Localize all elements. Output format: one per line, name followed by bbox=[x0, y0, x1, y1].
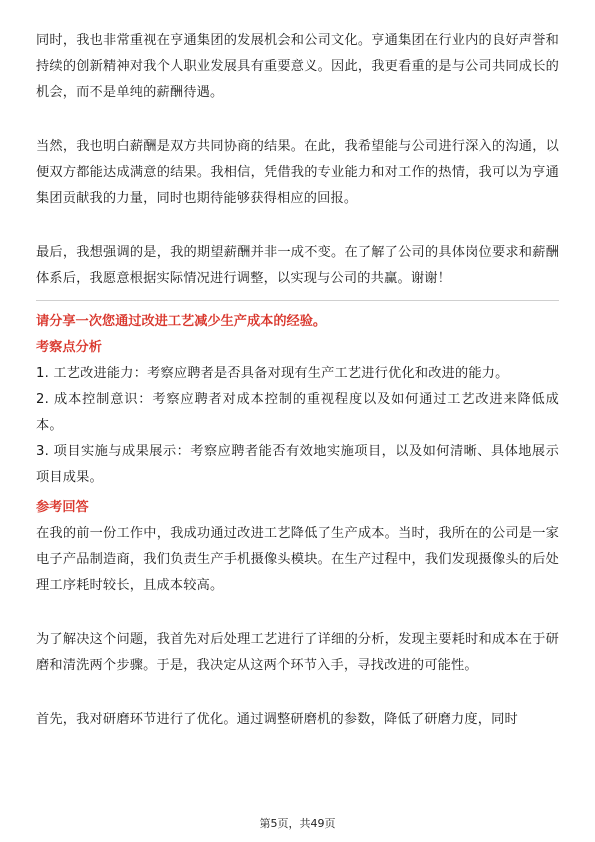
intro-paragraph: 同时，我也非常重视在亨通集团的发展机会和公司文化。亨通集团在行业内的良好声誉和持续的创新精神对我个人职业发展具有重要意义。因此，我更看重的是与公司共同成长的机会，而不是单纯的薪酬待遇。 bbox=[36, 33, 559, 100]
intro-paragraph: 当然，我也明白薪酬是双方共同协商的结果。在此，我希望能与公司进行深入的沟通，以便双方都能达成满意的结果。我相信，凭借我的专业能力和对工作的热情，我可以为亨通集团贡献我的力量，同时也期待能够获得相应的回报。 bbox=[36, 139, 559, 206]
answer-paragraph: 在我的前一份工作中，我成功通过改进工艺降低了生产成本。当时，我所在的公司是一家电子产品制造商，我们负责生产手机摄像头模块。在生产过程中，我们发现摄像头的后处理工序耗时较长，且成本较高。 bbox=[36, 526, 559, 593]
analysis-heading: 考察点分析 bbox=[36, 340, 102, 355]
answer-paragraph: 为了解决这个问题，我首先对后处理工艺进行了详细的分析，发现主要耗时和成本在于研磨和清洗两个步骤。于是，我决定从这两个环节入手，寻找改进的可能性。 bbox=[36, 632, 559, 673]
answer-paragraph: 首先，我对研磨环节进行了优化。通过调整研磨机的参数，降低了研磨力度，同时 bbox=[36, 712, 518, 727]
analysis-item: 2. 成本控制意识：考察应聘者对成本控制的重视程度以及如何通过工艺改进来降低成本。 bbox=[36, 392, 559, 433]
interview-question: 请分享一次您通过改进工艺减少生产成本的经验。 bbox=[36, 314, 327, 329]
document-page bbox=[36, 28, 559, 761]
analysis-item: 3. 项目实施与成果展示：考察应聘者能否有效地实施项目，以及如何清晰、具体地展示项目成果。 bbox=[36, 444, 559, 485]
page-number: 第5页，共49页 bbox=[259, 817, 336, 830]
intro-paragraph: 最后，我想强调的是，我的期望薪酬并非一成不变。在了解了公司的具体岗位要求和薪酬体系后，我愿意根据实际情况进行调整，以实现与公司的共赢。谢谢！ bbox=[36, 245, 559, 286]
section-divider bbox=[36, 300, 559, 301]
answer-heading: 参考回答 bbox=[36, 500, 89, 515]
analysis-item: 1. 工艺改进能力：考察应聘者是否具备对现有生产工艺进行优化和改进的能力。 bbox=[36, 366, 509, 381]
